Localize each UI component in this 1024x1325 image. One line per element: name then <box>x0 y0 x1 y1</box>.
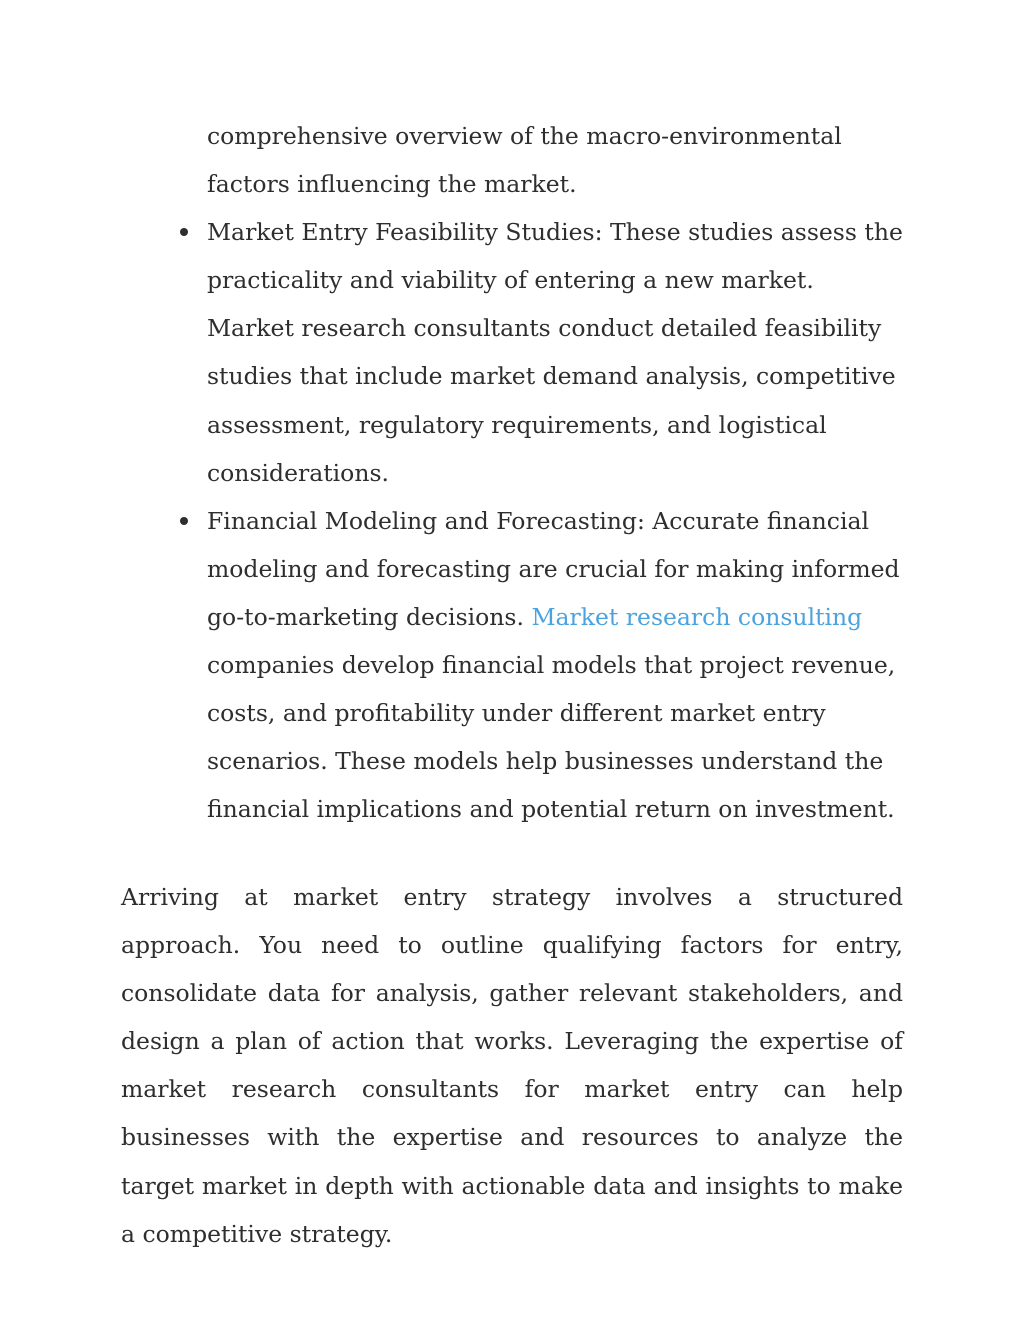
list-item-text-after-link: companies develop financial models that project revenue, costs, and profitability under different market entry scenarios. These models help businesses understand the financial implications and potential return on investment. <box>207 651 896 824</box>
list-item-feasibility-studies <box>207 208 907 497</box>
list-item-text-before-link: Financial Modeling and Forecasting: Accurate financial modeling and forecasting are crucial for making informed go-to-marketing decisions. <box>207 506 900 631</box>
list-item-financial-modeling <box>207 497 907 834</box>
bullet-list <box>207 112 907 833</box>
list-item-continuation <box>207 112 907 208</box>
list-item-text: Market Entry Feasibility Studies: These studies assess the practicality and viability of entering a new market. Market research consultants conduct detailed feasibility studies that include market demand analysis, competitive assessment, regulatory requirements, and logistical considerations. <box>207 218 903 487</box>
market-research-consulting-link[interactable]: Market research consulting <box>531 602 863 631</box>
list-item-text: comprehensive overview of the macro-environmental factors influencing the market. <box>207 122 842 199</box>
closing-paragraph: Arriving at market entry strategy involves a structured approach. You need to outline qualifying factors for entry, consolidate data for analysis, gather relevant stakeholders, and design a plan of action that works. Leveraging the expertise of market research consultants for market entry can help businesses with the expertise and resources to analyze the target market in depth with actionable data and insights to make a competitive strategy. <box>121 883 903 1248</box>
